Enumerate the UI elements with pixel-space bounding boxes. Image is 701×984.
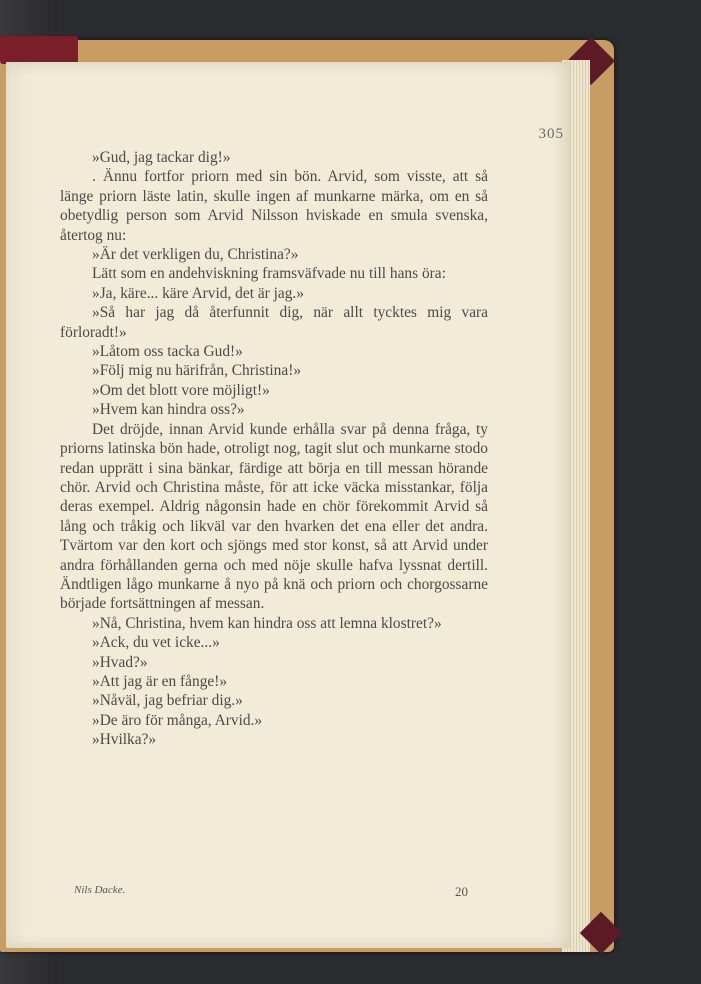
page-number: 305 [538, 126, 564, 142]
paragraph: »Att jag är en fånge!» [92, 672, 228, 690]
paragraph: »Hvad?» [92, 653, 148, 671]
paragraph: . Ännu fortfor priorn med sin bön. Arvid, som visste, att så länge priorn läste latin, skulle ingen af munkarne märka, om en så obetydlig person som Arvid Nilsson hviskade en smula svenska, återtog nu: [60, 168, 488, 244]
book-page [6, 62, 570, 948]
footer-sheet-number: 20 [455, 884, 468, 899]
paragraph: »Hvilka?» [92, 731, 157, 749]
paragraph: Det dröjde, innan Arvid kunde erhålla svar på denna fråga, ty priorns latinska bön hade, otroligt nog, tagit slut och munkarne stodo redan upprätt i sina bänkar, färdige att börja en till messan hörande chör. Arvid och Christina måste, för att icke väcka misstankar, följa deras exempel. Aldrig någonsin hade en chör förekommit Arvid så lång och tråkig och likväl var den hvarken det ena eller det andra. Tvärtom var den kort och sjöngs med stor konst, så att Arvid under andra förhållanden gerna och med nöje skulle hafva lyssnat dertill. Ändtligen lågo munkarne å nyo på knä och priorn och chorgossarne började fortsättningen af messan. [60, 420, 488, 613]
page-text [60, 148, 488, 750]
paragraph: »Nåväl, jag befriar dig.» [92, 692, 243, 710]
page-footer [74, 884, 468, 900]
paragraph: »Om det blott vore möjligt!» [92, 381, 270, 399]
paragraph: »Följ mig nu härifrån, Christina!» [92, 362, 302, 380]
paragraph: »Ja, käre... käre Arvid, det är jag.» [92, 284, 304, 302]
paragraph: »De äro för många, Arvid.» [92, 711, 263, 729]
cover-corner-top-left [0, 36, 78, 64]
paragraph: »Så har jag då återfunnit dig, när allt tycktes mig vara förloradt!» [60, 304, 488, 341]
footer-signature: Nils Dacke. [74, 884, 126, 896]
paragraph: Lätt som en andehviskning framsväfvade nu till hans öra: [92, 265, 446, 283]
paragraph: »Hvem kan hindra oss?» [92, 401, 245, 419]
paragraph: »Låtom oss tacka Gud!» [92, 343, 243, 361]
paragraph: »Ack, du vet icke...» [92, 634, 220, 652]
paragraph: »Gud, jag tackar dig!» [92, 149, 231, 166]
paragraph: »Är det verkligen du, Christina?» [92, 246, 299, 264]
paragraph: »Nå, Christina, hvem kan hindra oss att lemna klostret?» [92, 614, 442, 632]
